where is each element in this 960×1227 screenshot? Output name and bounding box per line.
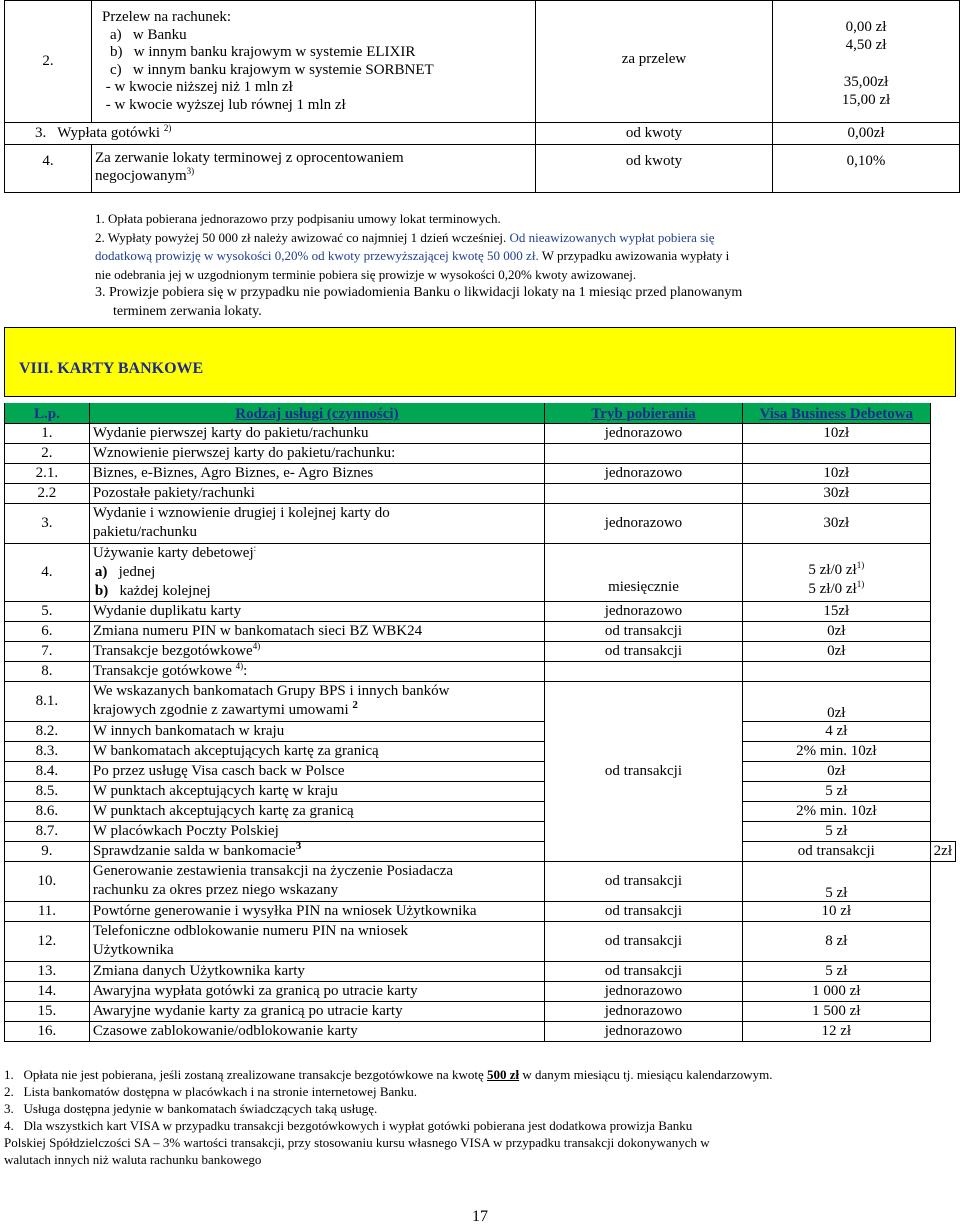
fee-table-top [4, 0, 960, 193]
charge-mode: od transakcji [544, 961, 742, 981]
charge-mode: od transakcji [544, 641, 742, 661]
fee-value: 8 zł [742, 921, 930, 961]
row-number: 8.5. [5, 781, 90, 801]
charge-mode: jednorazowo [544, 423, 742, 443]
row-description [92, 145, 536, 193]
row-number: 12. [5, 921, 90, 961]
page-number: 17 [472, 1208, 488, 1225]
row-number: 8.4. [5, 761, 90, 781]
table-row [5, 781, 956, 801]
table-row [5, 621, 956, 641]
note-3-cont: terminem zerwania lokaty. [113, 303, 262, 319]
table-row [5, 981, 956, 1001]
fee-value: 0zł [742, 641, 930, 661]
service-name: We wskazanych bankomatach Grupy BPS i innych banków krajowych zgodnie z zawartymi umowami $^2$ [89, 681, 544, 721]
row-number: 8.3. [5, 741, 90, 761]
charge-mode: od transakcji [544, 681, 742, 861]
fee-value: 4 zł [742, 721, 930, 741]
table-row [5, 443, 956, 463]
service-name: W bankomatach akceptujących kartę za granicą [89, 741, 544, 761]
fee-value: 2% min. 10zł [742, 801, 930, 821]
fee-value: 30zł [742, 503, 930, 543]
service-name: Czasowe zablokowanie/odblokowanie karty [89, 1021, 544, 1041]
service-name: Powtórne generowanie i wysyłka PIN na wniosek Użytkownika [89, 901, 544, 921]
charge-mode: od kwoty [536, 145, 773, 193]
table-row [5, 641, 956, 661]
row-number: 8.6. [5, 801, 90, 821]
fee-value: 12 zł [742, 1021, 930, 1041]
charge-mode: jednorazowo [544, 981, 742, 1001]
fee-value: 30zł [742, 483, 930, 503]
charge-mode [544, 483, 742, 503]
charge-mode [544, 661, 742, 681]
footnote-4-cont: Polskiej Spółdzielczości SA – 3% wartości transakcji, przy stosowaniu kursu własnego VISA w przypadku transakcji dokonywanych w [4, 1135, 710, 1150]
column-header: Rodzaj usługi (czynności) [89, 403, 544, 423]
row-number: 13. [5, 961, 90, 981]
row-number: 6. [5, 621, 90, 641]
fee-value: 15zł [742, 601, 930, 621]
table-row [5, 901, 956, 921]
fee-value: 2% min. 10zł [742, 741, 930, 761]
fee-value: 10zł [742, 423, 930, 443]
description-text: Wypłata gotówki [57, 125, 161, 141]
fee-value: 0zł [742, 681, 930, 721]
row-number: 4. [5, 543, 90, 601]
charge-mode: od transakcji [544, 901, 742, 921]
description-line: - w kwocie wyższej lub równej 1 mln zł [102, 96, 346, 113]
charge-mode: jednorazowo [544, 503, 742, 543]
table-row [5, 921, 956, 961]
note-1: 1. Opłata pobierana jednorazowo przy podpisaniu umowy lokat terminowych. [95, 211, 501, 226]
cards-fee-table [4, 403, 956, 1042]
charge-mode: od transakcji [544, 861, 742, 901]
service-name: Telefoniczne odblokowanie numeru PIN na wniosek Użytkownika [89, 921, 544, 961]
fee-line: 0,00 zł [845, 18, 887, 35]
table-row [5, 1021, 956, 1041]
table-row [5, 601, 956, 621]
fee-value: 0zł [742, 621, 930, 641]
fee-line: 35,00zł [843, 73, 889, 90]
row-number: 8. [5, 661, 90, 681]
charge-mode: jednorazowo [544, 463, 742, 483]
table-row [5, 861, 956, 901]
fee-value: 10 zł [742, 901, 930, 921]
fee-value [742, 661, 930, 681]
service-name: Wznowienie pierwszej karty do pakietu/rachunku: [89, 443, 544, 463]
column-header: Visa Business Debetowa [742, 403, 930, 423]
row-number: 8.2. [5, 721, 90, 741]
notes-block [95, 210, 955, 321]
footnote-4-cont: walutach innych niż waluta rachunku bankowego [4, 1152, 262, 1167]
row-number: 8.7. [5, 821, 90, 841]
column-header: Tryb pobierania [544, 403, 742, 423]
row-number: 2. [5, 443, 90, 463]
fee-value: 0,00zł [773, 123, 960, 145]
service-name: Wydanie duplikatu karty [89, 601, 544, 621]
footnote-4: 4. Dla wszystkich kart VISA w przypadku transakcji bezgotówkowych i wypłat gotówki pobierana jest dodatkowa prowizja Banku [4, 1118, 693, 1133]
description-line: negocjowanym [95, 168, 187, 184]
service-name: Pozostałe pakiety/rachunki [89, 483, 544, 503]
table-row [5, 821, 956, 841]
service-name: Zmiana danych Użytkownika karty [89, 961, 544, 981]
charge-mode: jednorazowo [544, 1021, 742, 1041]
row-number: 3. [5, 503, 90, 543]
note-3: 3. Prowizje pobiera się w przypadku nie powiadomienia Banku o likwidacji lokaty na 1 miesiąc przed planowanym [95, 285, 743, 300]
fee-value: 10zł [742, 463, 930, 483]
service-name: Awaryjne wydanie karty za granicą po utracie karty [89, 1001, 544, 1021]
table-row [5, 1, 960, 123]
charge-mode: za przelew [536, 1, 773, 123]
description-line: a) w Banku [110, 26, 187, 43]
charge-mode: jednorazowo [544, 1001, 742, 1021]
fee-value: 5 zł [742, 821, 930, 841]
service-name: Sprawdzanie salda w bankomacie$^3$ [89, 841, 544, 861]
fee-value: 0zł [742, 761, 930, 781]
fee-line: 15,00 zł [841, 92, 891, 108]
row-number: 1. [5, 423, 90, 443]
charge-mode: jednorazowo [544, 601, 742, 621]
description-line: Za zerwanie lokaty terminowej z oprocentowaniem [95, 150, 404, 166]
charge-mode: od transakcji [742, 841, 930, 861]
note-2: 2. Wypłaty powyżej 50 000 zł należy awizować co najmniej 1 dzień wcześniej. Od nieawizowanych wypłat pobiera się [95, 229, 715, 245]
service-name: Transakcje gotówkowe $^{4)}$: [89, 661, 544, 681]
service-name: Biznes, e-Biznes, Agro Biznes, e- Agro Biznes [89, 463, 544, 483]
footnote-2: 2. Lista bankomatów dostępna w placówkach i na stronie internetowej Banku. [4, 1084, 418, 1099]
service-name: Awaryjna wypłata gotówki za granicą po utracie karty [89, 981, 544, 1001]
row-number: 8.1. [5, 681, 90, 721]
footnote-ref: 2) [163, 123, 172, 133]
fee-value: 5 zł [742, 781, 930, 801]
description-line: Przelew na rachunek: [102, 9, 232, 25]
fee-value: 5 zł [742, 961, 930, 981]
fee-line: 4,50 zł [845, 37, 887, 53]
fee-line [776, 55, 956, 73]
row-description [92, 1, 536, 123]
table-row [5, 423, 956, 443]
row-number: 3. [35, 125, 47, 141]
table-row [5, 145, 960, 193]
fee-value: 1 500 zł [742, 1001, 930, 1021]
row-number: 2.2 [5, 483, 90, 503]
table-row [5, 463, 956, 483]
section-banner [4, 327, 956, 397]
table-row [5, 721, 956, 741]
description-line: - w kwocie niższej niż 1 mln zł [102, 79, 293, 95]
fee-value: 1 000 zł [742, 981, 930, 1001]
service-name: Wydanie pierwszej karty do pakietu/rachunku [89, 423, 544, 443]
service-name: Generowanie zestawienia transakcji na życzenie Posiadacza rachunku za okres przez niego wskazany [89, 861, 544, 901]
row-number: 14. [5, 981, 90, 1001]
table-row [5, 841, 956, 861]
column-header: L.p. [5, 403, 90, 423]
footnote-ref: 3) [186, 166, 195, 176]
charge-mode [544, 443, 742, 463]
row-number: 2.1. [5, 463, 90, 483]
table-row [5, 543, 956, 601]
row-number: 4. [5, 145, 92, 193]
fee-value: 5 zł [742, 861, 930, 901]
table-header-row [5, 403, 956, 423]
service-name: Używanie karty debetowej: a) jednej b) każdej kolejnej [89, 543, 544, 601]
fee-value [773, 1, 960, 123]
note-2-cont: dodatkową prowizję w wysokości 0,20% od kwoty przewyższającej kwotę 50 000 zł. W przypadku awizowania wypłaty i [95, 248, 730, 263]
service-name: W punktach akceptujących kartę w kraju [89, 781, 544, 801]
row-number: 7. [5, 641, 90, 661]
row-number: 16. [5, 1021, 90, 1041]
footnote-1: 1. Opłata nie jest pobierana, jeśli zostaną zrealizowane transakcje bezgotówkowe na kwotę 500 zł w danym miesiącu tj. miesiącu kalendarzowym. [4, 1067, 773, 1082]
table-row [5, 961, 956, 981]
table-row [5, 123, 960, 145]
charge-mode: od transakcji [544, 621, 742, 641]
service-name: W punktach akceptujących kartę za granicą [89, 801, 544, 821]
service-name: Wydanie i wznowienie drugiej i kolejnej karty do pakietu/rachunku [89, 503, 544, 543]
table-row [5, 503, 956, 543]
footnotes-block [4, 1066, 954, 1168]
row-number: 11. [5, 901, 90, 921]
description-line: c) w innym banku krajowym w systemie SORBNET [110, 61, 434, 78]
note-2-cont: nie odebrania jej w uzgodnionym terminie pobiera się prowizje w wysokości 0,20% kwoty awizowanej. [95, 266, 637, 282]
table-row [5, 681, 956, 721]
table-row [5, 741, 956, 761]
row-number: 2. [5, 1, 92, 123]
row-number: 10. [5, 861, 90, 901]
table-row [5, 801, 956, 821]
fee-value [742, 443, 930, 463]
table-row [5, 661, 956, 681]
table-row [5, 761, 956, 781]
row-number: 15. [5, 1001, 90, 1021]
service-name: Po przez usługę Visa casch back w Polsce [89, 761, 544, 781]
charge-mode: miesięcznie [544, 543, 742, 601]
charge-mode: od transakcji [544, 921, 742, 961]
service-name: Transakcje bezgotówkowe$^{4)}$ [89, 641, 544, 661]
description-line: b) w innym banku krajowym w systemie ELIXIR [110, 44, 416, 60]
section-title: VIII. KARTY BANKOWE [19, 360, 204, 377]
fee-value: 0,10% [773, 145, 960, 193]
service-name: Zmiana numeru PIN w bankomatach sieci BZ WBK24 [89, 621, 544, 641]
service-name: W innych bankomatach w kraju [89, 721, 544, 741]
table-row [5, 1001, 956, 1021]
fee-value: 2zł [930, 841, 955, 861]
row-description [5, 123, 536, 145]
service-name: W placówkach Poczty Polskiej [89, 821, 544, 841]
table-row [5, 483, 956, 503]
row-number: 5. [5, 601, 90, 621]
charge-mode: od kwoty [536, 123, 773, 145]
fee-value: 5 zł/0 $zł^{1)}$ 5 zł/0 $zł^{1)}$ [742, 543, 930, 601]
footnote-3: 3. Usługa dostępna jedynie w bankomatach świadczących taką usługę. [4, 1101, 378, 1116]
row-number: 9. [5, 841, 90, 861]
